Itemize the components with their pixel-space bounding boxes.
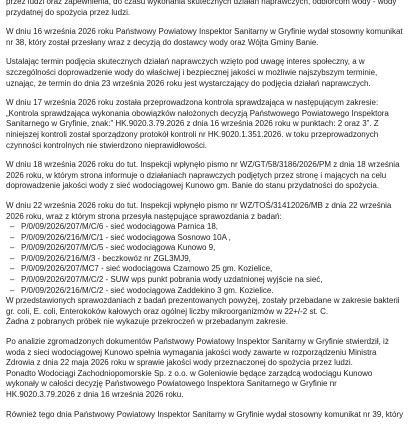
list-item: – P/0/09/2026/207/M/C/6 - sieć wodociągowa Parnica 18, bbox=[10, 222, 406, 233]
paragraph-conclusion: Po analizie zgromadzonych dokumentów Państwowy Powiatowy Inspektor Sanitarny w Gryfinie stwierdził, iż woda z sieci wodociągowej Kunowo spełnia wymagania jakości wody zawarte w rozporządzeniu Ministra Zdrowia z dnia 22 maja 2026 roku w sprawie jakości wody przeznaczonej do spożycia przez ludzi. Ponadto Wodociągi Zachodniopomorskie Sp. z o.o. w Goleniowie będące zarządcą wodociągu Kunowo wykonały w całości decyzję Państwowego Powiatowego Inspektora Sanitarnego w Gryfinie nr HK.9020.3.79.2026 z dnia 16 września 2026 roku. bbox=[6, 337, 389, 399]
paragraph-communique-38: W dniu 16 września 2026 roku Państwowy Powiatowy Inspektor Sanitarny w Gryfinie wydał stosowny komunikat nr 38, który został przesłany wraz z decyzją do dostawcy wody oraz Wójta Gminy Banie. bbox=[6, 27, 403, 47]
paragraph-intro-continuation: przez ludzi oraz zapewnienia, do czasu wykonania skutecznych działań naprawczych, odbiorcom wody - wody przydatnej do spożycia przez ludzi. bbox=[6, 0, 397, 17]
paragraph-test-results: W przedstawionych sprawozdaniach z badań prezentowanych powyżej, zostały przebadane w zakresie bakterii gr. coli, E. coli, Enterokoków kałowych oraz ogólnej liczby mikroorganizmów w 22+/-2 st. C. Żadna z pobranych próbek nie wykazuje przekroczeń w przebadanym zakresie. bbox=[6, 296, 400, 327]
list-item: – P/0/09/2026/207/M/C/2 - SUW wps punkt pobrania wody uzdatnionej wyjście na sieć, bbox=[10, 275, 406, 286]
paragraph-communique-39: Również tego dnia Państwowy Powiatowy Inspektor Sanitarny w Gryfinie wydał stosowny komunikat nr 39, który bbox=[6, 409, 404, 419]
list-item: – P/0/09/2026/216/M/C/1 - sieć wodociągowa Sosnowo 10A , bbox=[10, 233, 406, 244]
test-report-list bbox=[6, 222, 406, 296]
list-item: – P/0/09/2026/216/M/3 - beczkowóz nr ZGL3MJ9, bbox=[10, 254, 406, 265]
list-item: – P/0/09/2026/207/M/C/5 - sieć wodociągowa Kunowo 9, bbox=[10, 243, 406, 254]
list-item: – P/0/09/2026/216/M/C/2 - sieć wodociągowa Zaddekino 3 gm. Kozielice. bbox=[10, 286, 406, 297]
paragraph-letter-22-sept: W dniu 22 września 2026 roku do tut. Inspekcji wpłynęło pismo nr WZ/TOŚ/31412026/MB z dnia 22 września 2026 roku, wraz z którym strona przesyła następujące sprawozdania z badań: bbox=[6, 200, 392, 221]
list-item: – P/0/09/2026/207/MC7 - sieć wodociągowa Czarnowo 25 gm. Kozielice, bbox=[10, 264, 406, 275]
paragraph-letter-18-sept: W dniu 18 września 2026 roku do tut. Inspekcji wpłynęło pismo nr WZ/GT/58/3186/2026/PM z dnia 18 września 2026 roku, w którym strona informuje o działaniach naprawczych podjętych przez stronę i mających na celu doprowadzenie jakości wody z sieć wodociągowej Kunowo gm. Banie do stanu przydatności do spożycia. bbox=[6, 160, 400, 191]
paragraph-remedial-deadline: Ustalając termin podjęcia skutecznych działań naprawczych wzięto pod uwagę interes społeczny, a w szczególności doprowadzenie wody do właściwej i bezpiecznej jakości w możliwie najszybszym terminie, uznając, że termin do dnia 23 września 2026 roku jest wystarczający do podjęcia działań naprawczych. bbox=[6, 57, 378, 88]
paragraph-verification-inspection: W dniu 17 września 2026 roku została przeprowadzona kontrola sprawdzająca w następującym zakresie: „Kontrola sprawdzająca wykonania obowiązków nałożonych decyzją Państwowego Powiatowego Inspektora Sanitarnego w Gryfinie, znak:” HK.9020.3.79.2026 z dnia 16 września 2026 roku w punktach: 2 oraz 3”. Z niniejszej kontroli został sporządzony protokół kontroli nr HK.9020.1.351.2026. w toku przeprowadzonych czynności kontrolnych nie stwierdzono nieprawidłowości. bbox=[6, 98, 389, 150]
